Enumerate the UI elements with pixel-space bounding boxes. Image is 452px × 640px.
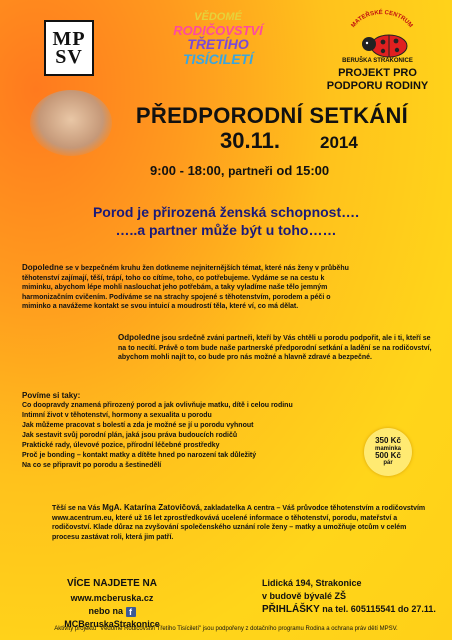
- registration-text: na tel. 605115541 do 27.11.: [319, 604, 436, 615]
- topic-item: Praktické rady, úlevové pozice, přírodní léčebné prostředky: [22, 442, 220, 450]
- event-year: 2014: [320, 133, 358, 152]
- mpsv-logo-line2: SV: [55, 46, 83, 68]
- topic-item: Jak můžeme pracovat s bolestí a zda je možné se jí u porodu vyhnout: [22, 422, 254, 430]
- project-title-line2: PODPORU RODINY: [326, 79, 429, 92]
- rts-logo-word2: RODIČOVSTVÍ: [173, 22, 263, 38]
- mpsv-logo: [44, 20, 94, 76]
- topics-list: [22, 390, 362, 471]
- afternoon-lead: Odpoledne: [118, 333, 160, 342]
- slogan-line2: …..a partner může být u toho……: [115, 222, 337, 239]
- time-partner-label: partneři: [228, 164, 273, 178]
- rts-logo-word3: TŘETÍHO: [187, 36, 249, 53]
- lecturer-paragraph: [52, 503, 427, 542]
- morning-text: se v bezpečném kruhu žen dotkneme nejniternějších témat, které nás ženy v průběhu těhotenství zajímají, těší, trápí, toho co cítíme, toho, co potřebujeme. Vydáme se na cestu k miminku, abychom lépe mohli naslouchat jeho potřebám, a taky vyladíme naše tělo jemným harmonizačním cvičením. Podíváme se na strachy spojené s těhotenstvím, porodem a péči o miminko a navážeme kontakt se svou intuicí a moudrostí těla, které ví, co má dělat.: [22, 265, 349, 311]
- price-mother: 350 Kč: [375, 436, 401, 446]
- rts-logo: [168, 12, 268, 67]
- topic-item: Co doopravdy znamená přirozený porod a jak ovlivňuje matku, dítě i celou rodinu: [22, 402, 293, 410]
- afternoon-paragraph: [118, 333, 438, 363]
- ladybug-icon: [343, 8, 421, 60]
- ladybug-label: MATEŘSKÉ CENTRUM: [350, 9, 414, 29]
- time-partner: od 15:00: [276, 163, 330, 178]
- event-time: [150, 163, 329, 178]
- address-line1: Lidická 194, Strakonice: [262, 578, 362, 588]
- price-badge: [364, 428, 412, 476]
- price-pair: 500 Kč: [375, 451, 401, 460]
- facebook-icon: f: [126, 607, 136, 617]
- lecturer-text: , zakladatelka A centra – Váš průvodce těhotenstvím a rodičovstvím www.acentrum.eu, které už 16 let zprostředkovává ucelené informace o těhotenství, porodu, mateřství a rodičovství. Klade důraz na zvyšování společenského uznání role ženy – matky a umožňuje otcům v celém procesu zastávat roli, která jim patří.: [52, 505, 426, 541]
- or-label: nebo na: [88, 605, 123, 616]
- registration-line: [262, 603, 442, 618]
- facebook-link[interactable]: MCBeruskaStrakonice: [64, 618, 160, 629]
- lecturer-intro: Těší se na Vás: [52, 505, 103, 512]
- morning-lead: Dopoledne: [22, 263, 64, 272]
- price-mother-label: maminka: [374, 445, 401, 452]
- website-link[interactable]: www.mcberuska.cz: [70, 592, 154, 603]
- org-name: BERUŠKA STRAKONICE: [342, 58, 413, 64]
- more-info: [42, 577, 182, 631]
- lecturer-name: MgA. Katarína Zatovičová: [102, 503, 201, 512]
- afternoon-text: jsou srdečně zváni partneři, kteří by Vás chtěli u porodu podpořit, ale i ti, kteří se na to necítí. Právě o tom bude naše partnerské předporodní setkání a ladění se na rodičovství, abychom mohli najít to, co bude pro nás možné a hlavně zdravé a bezpečné.: [118, 335, 432, 362]
- svg-text:MATEŘSKÉ CENTRUM: [351, 8, 414, 29]
- project-title: [315, 67, 440, 92]
- slogan: [0, 203, 452, 239]
- more-heading: VÍCE NAJDETE NA: [66, 578, 157, 589]
- event-title: PŘEDPORODNÍ SETKÁNÍ: [135, 103, 409, 128]
- rts-logo-word4: TISÍCILETÍ: [183, 50, 253, 67]
- topic-item: Proč je bonding – kontakt matky a dítěte hned po narození tak důležitý: [22, 452, 257, 460]
- price-pair-label: pár: [383, 460, 393, 467]
- time-main: 9:00 - 18:00,: [150, 163, 225, 178]
- mpsv-logo-line1: MP: [52, 28, 86, 50]
- topic-item: Na co se připravit po porodu a šestinedělí: [22, 461, 162, 469]
- rts-logo-word1: VĚDOMÉ: [194, 11, 242, 23]
- address-block: [262, 577, 442, 618]
- topics-heading: Povíme si taky:: [22, 391, 81, 400]
- footer-note: Aktivity projektu "Vědomé Rodičovství Třetího Tisíciletí" jsou podpořeny z dotačního programu Rodina a ochrana práv dětí MPSV.: [54, 626, 398, 632]
- topic-item: Intimní život v těhotenství, hormony a sexualita u porodu: [22, 412, 212, 420]
- project-title-line1: PROJEKT PRO: [338, 67, 417, 79]
- morning-paragraph: [22, 263, 352, 312]
- event-date: 30.11.: [220, 128, 280, 153]
- address-line2: v budově bývalé ZŠ: [262, 591, 347, 602]
- topic-item: Jak sestavit svůj porodní plán, jaká jsou práva budoucích rodičů: [22, 432, 238, 440]
- registration-label: PŘIHLÁŠKY: [262, 604, 320, 616]
- slogan-line1: Porod je přirozená ženská schopnost….: [92, 204, 360, 220]
